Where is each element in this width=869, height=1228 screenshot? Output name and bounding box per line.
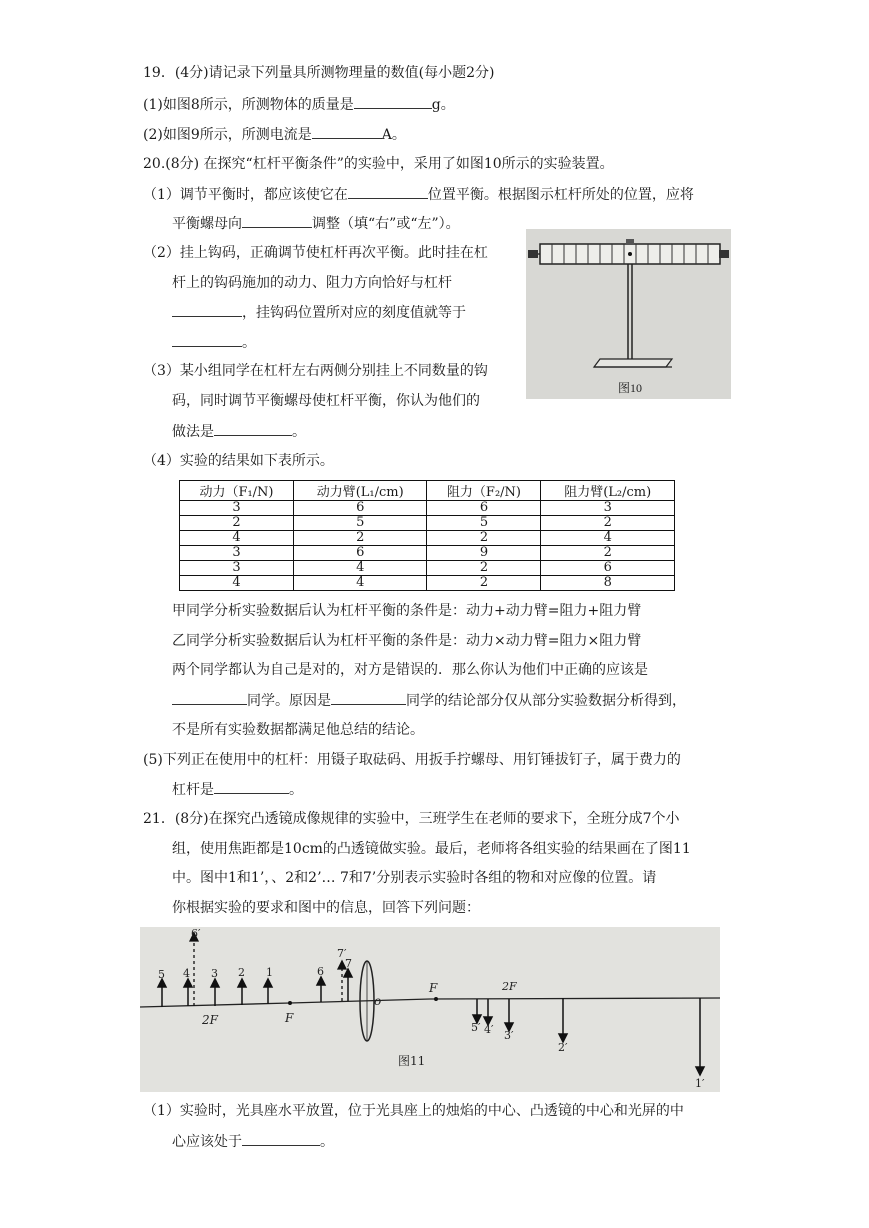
figure-11-caption: 图11 — [398, 1054, 426, 1068]
object-label-1-pos: 1 — [266, 966, 273, 979]
q20-s1-text: （1）调节平衡时，都应该使它在 — [143, 187, 348, 203]
table-cell: 2 — [293, 531, 427, 546]
table-row — [180, 561, 675, 576]
q20-s3c-text2: 。 — [292, 424, 306, 440]
image-label-2: 2′ — [558, 1041, 568, 1054]
results-table — [179, 480, 675, 591]
q20-s4: （4）实验的结果如下表所示。 — [143, 453, 334, 469]
lever-apparatus-drawing — [526, 229, 731, 399]
q21-s1b-text: 心应该处于 — [172, 1134, 242, 1150]
q21-s1b-text2: 。 — [320, 1134, 334, 1150]
focal-point-left-label: F — [285, 1011, 294, 1025]
image-label-4: 4′ — [484, 1023, 494, 1036]
answer-blank-current[interactable] — [312, 125, 382, 139]
q20-s3-line3 — [172, 422, 306, 441]
lens-diagram-drawing — [140, 927, 720, 1092]
table-cell: 2 — [541, 516, 675, 531]
table-cell: 3 — [180, 501, 294, 516]
answer-blank-direction[interactable] — [242, 214, 312, 228]
object-label-7: 7 — [345, 957, 352, 970]
header-resistance: 阻力（F₂/N) — [427, 481, 541, 501]
header-resistance-arm: 阻力臂(L₂/cm) — [541, 481, 675, 501]
table-cell: 6 — [427, 501, 541, 516]
lens-center-label: o — [374, 994, 382, 1008]
object-label-4: 4 — [183, 967, 190, 980]
q20-s2-line1: （2）挂上钩码，正确调节使杠杆再次平衡。此时挂在杠 — [143, 245, 488, 261]
answer-blank-mass[interactable] — [354, 95, 432, 109]
image-label-1: 1′ — [695, 1077, 705, 1090]
double-focal-left-label: 2F — [202, 1013, 218, 1027]
table-cell: 6 — [293, 501, 427, 516]
q20-both: 两个同学都认为自己是对的，对方是错误的．那么你认为他们中正确的应该是 — [172, 662, 648, 678]
table-cell: 9 — [427, 546, 541, 561]
q21-line3: 中。图中1和1’，、2和2’… 7和7’分别表示实验时各组的物和对应像的位置。请 — [172, 870, 657, 886]
image-label-6: 6′ — [191, 927, 201, 940]
q20-s2-line2: 杆上的钩码施加的动力、阻力方向恰好与杠杆 — [172, 275, 452, 291]
table-cell: 2 — [180, 516, 294, 531]
q19-part1-text: (1)如图8所示，所测物体的质量是 — [143, 97, 354, 113]
header-effort-arm: 动力臂(L₁/cm) — [293, 481, 427, 501]
q20-s1-line1 — [143, 185, 694, 204]
q19-title: 19．(4分)请记录下列量具所测物理量的数值(每小题2分) — [143, 65, 495, 81]
table-cell: 5 — [427, 516, 541, 531]
q20-reason2: 不是所有实验数据都满足他总结的结论。 — [172, 722, 424, 738]
q20-s5b-text2: 。 — [289, 782, 303, 798]
object-label-6: 6 — [317, 965, 324, 978]
answer-blank-height[interactable] — [242, 1132, 320, 1146]
q20-reason-text1: 同学。原因是 — [247, 693, 331, 709]
answer-blank-position[interactable] — [348, 185, 428, 199]
q20-reason-line — [172, 691, 686, 710]
answer-blank-arm[interactable] — [172, 333, 242, 347]
q19-part2-text: (2)如图9所示，所测电流是 — [143, 127, 312, 143]
table-row — [180, 516, 675, 531]
answer-blank-wrong-student[interactable] — [331, 691, 406, 705]
figure-10-caption: 图10 — [618, 381, 643, 395]
answer-blank-correct-student[interactable] — [172, 691, 247, 705]
q19-part2 — [143, 125, 406, 144]
q21-line4: 你根据实验的要求和图中的信息，回答下列问题： — [172, 900, 480, 916]
q21-line1: 21．(8分)在探究凸透镜成像规律的实验中，三班学生在老师的要求下，全班分成7个小 — [143, 811, 680, 827]
table-header-row — [180, 481, 675, 501]
table-row — [180, 531, 675, 546]
q21-line2: 组，使用焦距都是10cm的凸透镜做实验。最后，老师将各组实验的结果画在了图11 — [172, 841, 691, 857]
table-cell: 4 — [180, 531, 294, 546]
figure-10-lever — [526, 229, 731, 399]
q20-s2-line4 — [172, 333, 256, 352]
image-label-3: 3′ — [504, 1029, 514, 1042]
table-cell: 6 — [293, 546, 427, 561]
table-row — [180, 546, 675, 561]
q20-jia: 甲同学分析实验数据后认为杠杆平衡的条件是：动力+动力臂=阻力+阻力臂 — [172, 603, 642, 619]
q20-s1b-text: 平衡螺母向 — [172, 216, 242, 232]
image-label-7: 7′ — [337, 947, 347, 960]
table-cell: 3 — [180, 546, 294, 561]
table-cell: 4 — [293, 576, 427, 591]
table-cell: 4 — [180, 576, 294, 591]
q19-part1 — [143, 95, 455, 114]
table-cell: 8 — [541, 576, 675, 591]
answer-blank-perpendicular[interactable] — [172, 303, 242, 317]
table-cell: 4 — [541, 531, 675, 546]
object-label-2: 2 — [238, 966, 245, 979]
q20-s5b — [172, 780, 303, 799]
q20-reason-text2: 同学的结论部分仅从部分实验数据分析得到， — [406, 693, 686, 709]
table-cell: 5 — [293, 516, 427, 531]
table-row — [180, 576, 675, 591]
q20-s1-text2: 位置平衡。根据图示杠杆所处的位置，应将 — [427, 187, 694, 203]
q19-part2-unit: A。 — [381, 127, 406, 143]
table-cell: 3 — [541, 501, 675, 516]
table-cell: 6 — [541, 561, 675, 576]
q20-s3-line2: 码，同时调节平衡螺母使杠杆平衡，你认为他们的 — [172, 393, 480, 409]
double-focal-right-label: 2F — [502, 980, 517, 993]
table-cell: 2 — [541, 546, 675, 561]
q20-title: 20.(8分) 在探究“杠杆平衡条件”的实验中，采用了如图10所示的实验装置。 — [143, 156, 614, 172]
table-cell: 4 — [293, 561, 427, 576]
object-label-5: 5 — [158, 968, 165, 981]
q20-s2d-text: 。 — [242, 335, 256, 351]
q20-s1-line2 — [172, 214, 460, 233]
focal-point-right-label: F — [429, 981, 438, 995]
answer-blank-method[interactable] — [214, 422, 292, 436]
image-label-5: 5′ — [471, 1021, 481, 1034]
figure-11-lens-diagram — [140, 927, 720, 1092]
table-cell: 3 — [180, 561, 294, 576]
q20-s2c-text: ，挂钩码位置所对应的刻度值就等于 — [242, 305, 466, 321]
q20-s2-line3 — [172, 303, 466, 322]
q21-s1-line1: （1）实验时，光具座水平放置，位于光具座上的烛焰的中心、凸透镜的中心和光屏的中 — [143, 1103, 684, 1119]
table-cell: 2 — [427, 576, 541, 591]
q21-s1-line2 — [172, 1132, 334, 1151]
q20-s3-line1: （3）某小组同学在杠杆左右两侧分别挂上不同数量的钩 — [143, 363, 488, 379]
q20-s1b-text2: 调整（填“右”或“左”）。 — [312, 216, 460, 232]
object-label-3: 3 — [211, 967, 218, 980]
table-cell: 2 — [427, 531, 541, 546]
q19-part1-unit: g。 — [431, 97, 455, 113]
q20-s3c-text: 做法是 — [172, 424, 214, 440]
q20-s5: (5)下列正在使用中的杠杆：用镊子取砝码、用扳手拧螺母、用钉锤拔钉子，属于费力的 — [143, 752, 681, 768]
answer-blank-lever[interactable] — [214, 780, 289, 794]
q20-s5b-text: 杠杆是 — [172, 782, 214, 798]
header-effort: 动力（F₁/N) — [180, 481, 294, 501]
table-cell: 2 — [427, 561, 541, 576]
q20-yi: 乙同学分析实验数据后认为杠杆平衡的条件是：动力×动力臂=阻力×阻力臂 — [172, 633, 642, 649]
table-row — [180, 501, 675, 516]
